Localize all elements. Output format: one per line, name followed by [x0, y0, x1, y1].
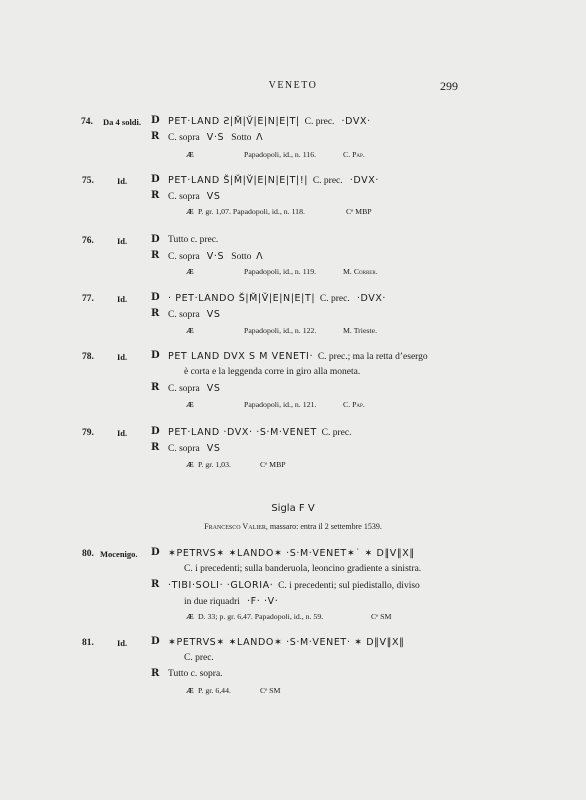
entry-denomination: Id.: [117, 294, 128, 304]
entry-denomination: Id.: [117, 176, 128, 186]
reverse-symbol: R: [151, 579, 160, 590]
obverse-line-2: [184, 564, 421, 574]
obverse-symbol: D: [151, 115, 160, 126]
obverse-line: [168, 548, 415, 559]
obverse-description: C. prec.: [304, 117, 335, 127]
entry-number: 77.: [82, 294, 94, 304]
entry-number: 74.: [81, 117, 93, 127]
reverse-symbol: R: [151, 382, 160, 393]
obverse-line: [168, 116, 371, 127]
reverse-line: [168, 669, 223, 679]
reference: P. gr. 6,44.: [198, 686, 231, 695]
collection: C. Pap.: [343, 150, 365, 159]
reference: P. gr. 1,03.: [198, 460, 231, 469]
obverse-legend: PET·LAND Ƨ|M̆|V̆|E|N|E|T|: [168, 116, 300, 127]
obverse-symbol: D: [151, 292, 160, 303]
obverse-line: [168, 351, 428, 362]
sigla-heading: Sigla F V: [271, 503, 315, 514]
reverse-description: Tutto c. sopra.: [168, 669, 223, 679]
reference: P. gr. 1,07. Papadopoli, id., n. 118.: [198, 207, 305, 216]
reverse-symbol: R: [151, 442, 160, 453]
metal-symbol: Æ: [186, 686, 194, 695]
collection: M. Trieste.: [343, 326, 378, 335]
obverse-legend: ✶PETRVS✶ ✶LANDO✶ ·S·M·VENET✶˙ ✶ D‖V‖X‖: [168, 548, 415, 559]
metal-symbol: Æ: [186, 612, 194, 621]
entry-denomination: Da 4 soldi.: [103, 117, 142, 127]
reference: Papadopoli, id., n. 122.: [244, 326, 317, 335]
metal-symbol: Æ: [186, 460, 194, 469]
reverse-line: [168, 251, 263, 262]
entry-number: 75.: [82, 176, 94, 186]
reverse-description-2: in due riquadri: [184, 597, 240, 607]
entry-denomination: Id.: [117, 236, 128, 246]
reverse-description: C. sopra: [168, 444, 200, 454]
reverse-line: [168, 383, 221, 394]
obverse-legend: PET·LAND S̆|M̆|V̆|E|N|E|T|!|: [168, 175, 309, 186]
collection: M. Correr.: [343, 267, 378, 276]
obverse-legend: · PET·LANDO S̆|M̆|V̆|E|N|E|T|: [168, 293, 316, 304]
entry-number: 76.: [82, 236, 94, 246]
reference: Papadopoli, id., n. 116.: [244, 150, 317, 159]
collection: Cᵉ SM: [260, 686, 281, 695]
reverse-legend: VS: [206, 191, 221, 202]
obverse-line: [168, 175, 379, 186]
metal-symbol: Æ: [186, 267, 194, 276]
reference: D. 33; p. gr. 6,47. Papadopoli, id., n. 59.: [198, 612, 324, 621]
obverse-description-2: C. prec.: [184, 653, 214, 663]
obverse-legend-2: ·DVX·: [341, 116, 371, 127]
obverse-line: [168, 235, 218, 245]
reverse-line-2: [184, 596, 278, 607]
obverse-description: C. prec.; ma la retta d’esergo: [317, 352, 428, 362]
obverse-description: C. prec.: [319, 294, 350, 304]
reverse-symbol: R: [151, 131, 160, 142]
obverse-line-2: [184, 653, 214, 663]
reverse-description: C. sopra: [168, 133, 200, 143]
reference: Papadopoli, id., n. 121.: [244, 400, 317, 409]
reverse-line: [168, 191, 221, 202]
obverse-line-2: [184, 367, 360, 377]
collection: C. Pap.: [343, 400, 365, 409]
reverse-symbol: R: [151, 668, 160, 679]
obverse-symbol: D: [151, 547, 160, 558]
reverse-line: [168, 443, 221, 454]
collection: Cᵉ MBP: [346, 207, 372, 216]
obverse-legend-2: ·DVX·: [349, 175, 379, 186]
obverse-legend: PET LAND DVX S M VENETI·: [168, 351, 314, 362]
collection: Cᵉ SM: [371, 612, 392, 621]
obverse-legend: PET·LAND ·DVX· ·S·M·VENET: [168, 427, 317, 438]
reverse-description: C. sopra: [168, 384, 200, 394]
obverse-symbol: D: [151, 350, 160, 361]
reverse-legend: V·S: [206, 251, 225, 262]
page-number: 299: [440, 79, 458, 93]
reverse-legend: VS: [206, 309, 221, 320]
metal-symbol: Æ: [186, 326, 194, 335]
reverse-symbol: R: [151, 190, 160, 201]
entry-number: 79.: [82, 428, 94, 438]
reverse-description: C. sopra: [168, 192, 200, 202]
running-header: VENETO: [268, 80, 318, 91]
obverse-description: Tutto c. prec.: [168, 235, 219, 245]
entry-number: 78.: [82, 352, 94, 362]
collection: Cᵉ MBP: [260, 460, 286, 469]
metal-symbol: Æ: [186, 150, 194, 159]
metal-symbol: Æ: [186, 207, 194, 216]
reverse-symbol: R: [151, 308, 160, 319]
obverse-legend: ✶PETRVS✶ ✶LANDO✶ ·S·M·VENET· ✶ D‖V‖X‖: [168, 637, 405, 648]
obverse-line: [168, 293, 386, 304]
reverse-symbol: R: [151, 250, 160, 261]
reverse-legend: ·TIBI·SOLI· ·GLORIA·: [168, 580, 274, 591]
reverse-line: [168, 580, 420, 591]
reverse-extra: Sotto: [231, 252, 252, 262]
reverse-legend: V·S: [206, 132, 225, 143]
reverse-mark: Λ: [256, 251, 264, 262]
reverse-legend: VS: [206, 443, 221, 454]
obverse-description-2: C. i precedenti; sulla banderuola, leoncino gradiente a sinistra.: [184, 564, 422, 574]
entry-denomination: Mocenigo.: [100, 549, 138, 559]
sigla-subheading: [0, 522, 586, 531]
reverse-mark: Λ: [256, 132, 264, 143]
reverse-extra: Sotto: [231, 133, 252, 143]
reverse-description: C. sopra: [168, 252, 200, 262]
reverse-line: [168, 309, 221, 320]
obverse-line: [168, 427, 351, 438]
reverse-description: C. i precedenti; sul piedistallo, diviso: [278, 581, 420, 591]
reverse-line: [168, 132, 263, 143]
sigla-name: Francesco Valier: [204, 522, 266, 531]
reverse-legend-2: ·F· ·V·: [247, 596, 279, 607]
entry-denomination: Id.: [117, 428, 128, 438]
sigla-text: , massaro: entra il 2 settembre 1539.: [265, 522, 382, 531]
reverse-legend: VS: [206, 383, 221, 394]
obverse-symbol: D: [151, 636, 160, 647]
entry-number: 81.: [82, 638, 94, 648]
obverse-symbol: D: [151, 234, 160, 245]
reverse-description: C. sopra: [168, 310, 200, 320]
metal-symbol: Æ: [186, 400, 194, 409]
obverse-line: [168, 637, 404, 648]
obverse-description-2: è corta e la leggenda corre in giro alla moneta.: [184, 367, 361, 377]
entry-denomination: Id.: [117, 352, 128, 362]
obverse-description: C. prec.: [321, 428, 352, 438]
obverse-legend-2: ·DVX·: [356, 293, 387, 304]
reference: Papadopoli, id., n. 119.: [244, 267, 317, 276]
entry-denomination: Id.: [117, 638, 128, 648]
obverse-symbol: D: [151, 174, 160, 185]
entry-number: 80.: [82, 549, 94, 559]
obverse-symbol: D: [151, 426, 160, 437]
obverse-description: C. prec.: [312, 176, 343, 186]
